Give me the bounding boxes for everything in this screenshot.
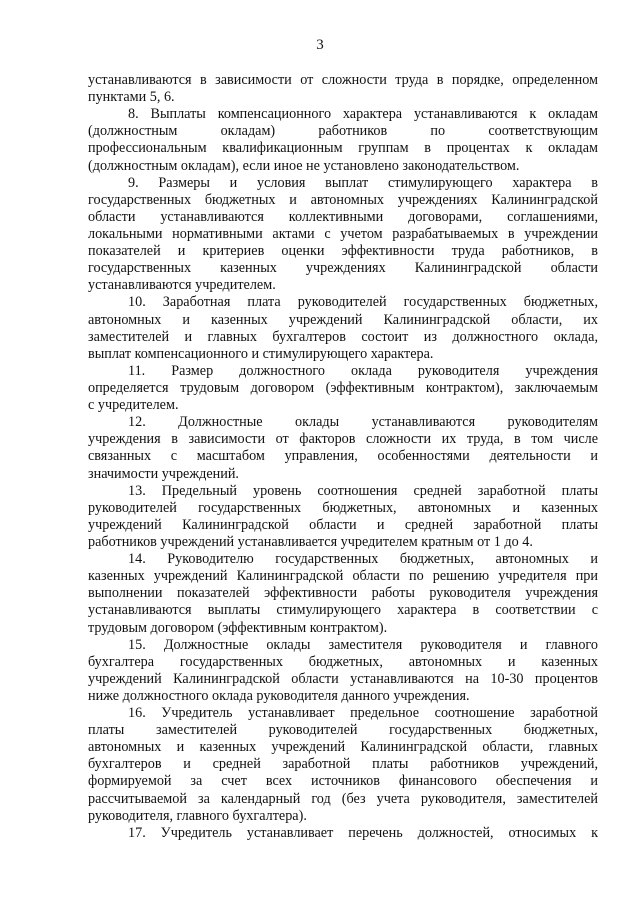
text-line: государственных казенных учреждениях Калининградской области — [88, 260, 598, 277]
text-line: платы заместителей руководителей государственных бюджетных, — [88, 722, 598, 739]
paragraph-13 — [88, 483, 598, 551]
text-line: устанавливаются учредителем. — [88, 277, 276, 294]
text-line: формируемой за счет всех источников финансового обеспечения и — [88, 773, 598, 790]
paragraph-16 — [88, 705, 598, 825]
text-line: 13. Предельный уровень соотношения средней заработной платы — [128, 482, 598, 499]
text-line: государственных бюджетных и автономных учреждениях Калининградской — [88, 191, 598, 208]
paragraph-14 — [88, 551, 598, 637]
text-line: 8. Выплаты компенсационного характера устанавливаются к окладам — [128, 106, 598, 123]
text-line: бухгалтера государственных бюджетных, автономных и казенных — [88, 653, 598, 670]
text-line: 9. Размеры и условия выплат стимулирующего характера в — [128, 174, 598, 191]
paragraph-11 — [88, 363, 598, 414]
text-line: учреждений Калининградской области и средней заработной платы — [88, 516, 598, 533]
text-line: 14. Руководителю государственных бюджетных, автономных и — [128, 551, 598, 568]
paragraph-8 — [88, 106, 598, 174]
text-line: значимости учреждений. — [88, 465, 239, 482]
text-line: пунктами 5, 6. — [88, 89, 175, 106]
text-line: выполнении показателей эффективности работы руководителя учреждения — [88, 585, 598, 602]
text-line: связанных с масштабом управления, особенностями деятельности и — [88, 448, 598, 465]
text-line: устанавливаются выплаты стимулирующего характера в соответствии с — [88, 602, 598, 619]
text-line: автономных и казенных учреждений Калининградской области, их — [88, 311, 598, 328]
paragraph-continuation — [88, 72, 598, 106]
text-line: профессиональным квалификационным группам в процентах к окладам — [88, 140, 598, 157]
text-line: с учредителем. — [88, 397, 179, 414]
text-line: локальными нормативными актами с учетом разрабатываемых в учреждении — [88, 225, 598, 242]
paragraph-17 — [88, 825, 598, 842]
text-line: 17. Учредитель устанавливает перечень должностей, относимых к — [128, 824, 598, 841]
text-line: учреждения в зависимости от факторов сложности их труда, в том числе — [88, 431, 598, 448]
paragraph-9 — [88, 175, 598, 295]
text-line: 11. Размер должностного оклада руководителя учреждения — [128, 362, 598, 379]
text-line: руководителя, главного бухгалтера). — [88, 807, 307, 824]
text-line: области устанавливаются коллективными договорами, соглашениями, — [88, 208, 598, 225]
text-line: ниже должностного оклада руководителя данного учреждения. — [88, 687, 470, 704]
page-number: 3 — [316, 37, 324, 53]
document-body — [88, 72, 598, 842]
paragraph-15 — [88, 637, 598, 705]
text-line: устанавливаются в зависимости от сложности труда в порядке, определенном — [88, 72, 598, 88]
text-line: 15. Должностные оклады заместителя руководителя и главного — [128, 636, 598, 653]
text-line: руководителей государственных бюджетных, автономных и казенных — [88, 499, 598, 516]
text-line: бухгалтеров и средней заработной платы работников учреждений, — [88, 756, 598, 773]
paragraph-10 — [88, 294, 598, 362]
text-line: (должностным окладам), если иное не установлено законодательством. — [88, 157, 520, 174]
text-line: рассчитываемой за календарный год (без учета руководителя, заместителей — [88, 790, 598, 807]
text-line: учреждений Калининградской области устанавливаются на 10-30 процентов — [88, 670, 598, 687]
text-line: работников учреждений устанавливается учредителем кратным от 1 до 4. — [88, 533, 533, 550]
text-line: 12. Должностные оклады устанавливаются руководителям — [128, 414, 598, 431]
text-line: выплат компенсационного и стимулирующего характера. — [88, 345, 434, 362]
text-line: заместителей и главных бухгалтеров состоит из должностного оклада, — [88, 328, 598, 345]
text-line: 16. Учредитель устанавливает предельное соотношение заработной — [128, 705, 598, 722]
text-line: автономных и казенных учреждений Калининградской области, главных — [88, 739, 598, 756]
text-line: трудовым договором (эффективным контрактом). — [88, 619, 388, 636]
text-line: определяется трудовым договором (эффективным контрактом), заключаемым — [88, 379, 598, 396]
text-line: (должностным окладам) работников по соответствующим — [88, 123, 598, 140]
paragraph-12 — [88, 414, 598, 482]
text-line: показателей и критериев оценки эффективности труда работников, в — [88, 243, 598, 260]
text-line: казенных учреждений Калининградской области по решению учредителя при — [88, 568, 598, 585]
text-line: 10. Заработная плата руководителей государственных бюджетных, — [128, 294, 598, 311]
